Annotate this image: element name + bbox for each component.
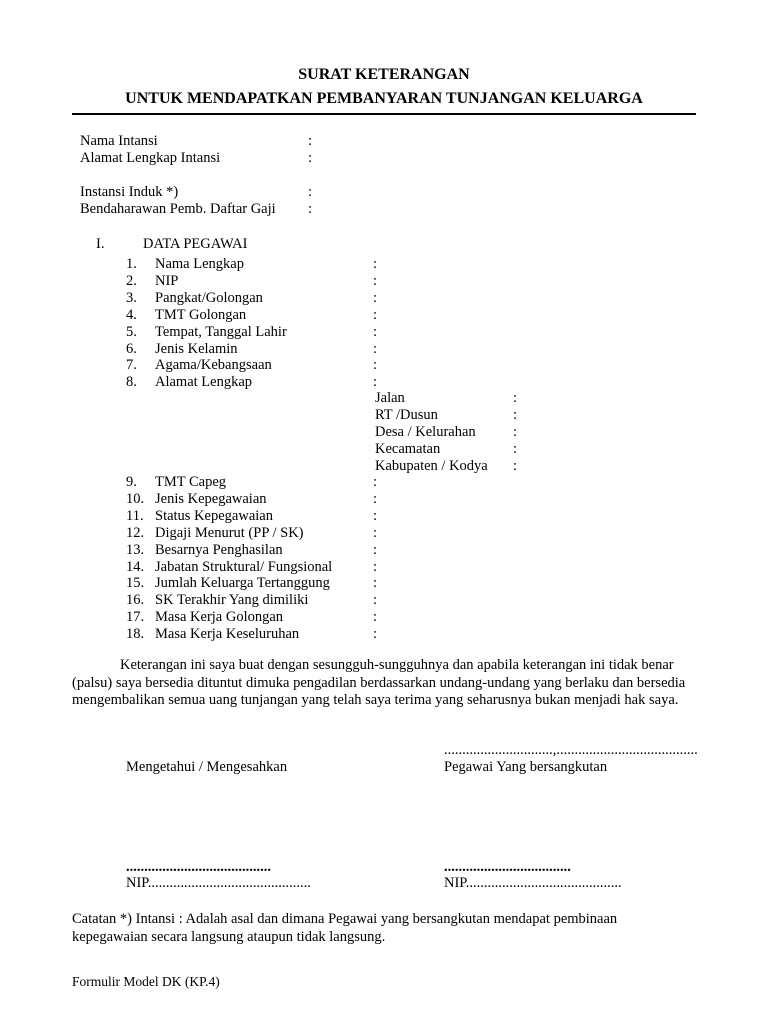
item-label: Jenis Kepegawaian xyxy=(155,490,267,507)
header-field-label: Nama Intansi xyxy=(80,133,158,149)
item-colon: : xyxy=(373,592,378,609)
address-field-colon: : xyxy=(513,457,518,474)
item-colon: : xyxy=(373,340,378,357)
item-colon: : xyxy=(373,323,378,340)
address-field-label: Desa / Kelurahan xyxy=(375,423,476,440)
item-label: Status Kepegawaian xyxy=(155,507,273,524)
item-number: 13. xyxy=(126,541,145,558)
approver-name-line: ........................................ xyxy=(126,859,271,875)
item-label: SK Terakhir Yang dimiliki xyxy=(155,592,309,609)
date-line: ..............................,....................................... xyxy=(444,742,698,758)
item-label: Masa Kerja Golongan xyxy=(155,609,284,626)
header-field-colon: : xyxy=(308,133,313,149)
item-number: 8. xyxy=(126,374,137,391)
item-colon: : xyxy=(373,609,378,626)
item-number: 6. xyxy=(126,340,137,357)
item-colon: : xyxy=(373,306,378,323)
item-label: TMT Capeg xyxy=(155,474,227,490)
item-number: 14. xyxy=(126,558,145,575)
item-number: 16. xyxy=(126,592,145,609)
title-underline xyxy=(72,113,696,115)
footnote: Catatan *) Intansi : Adalah asal dan dimana Pegawai yang bersangkutan mendapat pembinaan kepegawaian secara langsung ataupun tidak langsung. xyxy=(72,911,618,945)
item-colon: : xyxy=(373,558,378,575)
item-number: 2. xyxy=(126,272,137,289)
item-colon: : xyxy=(373,357,378,374)
item-number: 5. xyxy=(126,323,137,340)
item-label: Masa Kerja Keseluruhan xyxy=(155,626,300,643)
item-label: Agama/Kebangsaan xyxy=(155,357,272,374)
item-number: 15. xyxy=(126,575,145,592)
header-field-label: Alamat Lengkap Intansi xyxy=(80,150,221,166)
address-field-colon: : xyxy=(513,406,518,423)
item-label: TMT Golongan xyxy=(155,306,247,323)
item-colon: : xyxy=(373,524,378,541)
header-field-colon: : xyxy=(308,201,313,217)
header-field-colon: : xyxy=(308,150,313,166)
item-number: 7. xyxy=(126,357,137,374)
item-colon: : xyxy=(373,541,378,558)
item-label: Nama Lengkap xyxy=(155,256,244,272)
item-label: Alamat Lengkap xyxy=(155,374,253,391)
employee-nip: NIP........................................... xyxy=(444,875,622,891)
employee-name-line: ................................... xyxy=(444,859,571,875)
item-colon: : xyxy=(373,575,378,592)
item-colon: : xyxy=(373,289,378,306)
header-field-colon: : xyxy=(308,184,313,200)
statement-paragraph: Keterangan ini saya buat dengan sesungguh-sungguhnya dan apabila keterangan ini tidak benar (palsu) saya bersedia dituntut dimuka pengadilan berdassarkan undang-undang yang berlaku dan bersedia mengembalikan semua uang tunjangan yang telah saya terima yang seharusnya bukan menjadi hak saya. xyxy=(72,657,686,709)
item-number: 11. xyxy=(126,507,144,524)
item-number: 17. xyxy=(126,609,145,626)
item-colon: : xyxy=(373,374,378,391)
address-field-colon: : xyxy=(513,440,518,457)
item-label: Jenis Kelamin xyxy=(155,340,238,357)
header-field-label: Instansi Induk *) xyxy=(80,184,179,200)
item-label: Besarnya Penghasilan xyxy=(155,541,283,558)
item-label: Pangkat/Golongan xyxy=(155,289,263,306)
item-label: Tempat, Tanggal Lahir xyxy=(155,323,287,340)
item-label: NIP xyxy=(155,272,179,289)
approver-label: Mengetahui / Mengesahkan xyxy=(126,759,288,775)
document-subtitle: UNTUK MENDAPATKAN PEMBANYARAN TUNJANGAN KELUARGA xyxy=(125,90,643,107)
item-number: 12. xyxy=(126,524,145,541)
item-label: Jabatan Struktural/ Fungsional xyxy=(155,558,333,575)
form-model-label: Formulir Model DK (KP.4) xyxy=(72,974,220,989)
item-number: 4. xyxy=(126,306,137,323)
address-field-label: Kecamatan xyxy=(375,440,441,457)
item-number: 3. xyxy=(126,289,137,306)
item-number: 18. xyxy=(126,626,145,643)
approver-nip: NIP............................................. xyxy=(126,875,311,891)
document-title: SURAT KETERANGAN xyxy=(298,66,470,83)
address-field-colon: : xyxy=(513,423,518,440)
section-number: I. xyxy=(96,236,105,252)
item-number: 10. xyxy=(126,490,145,507)
section-heading: DATA PEGAWAI xyxy=(143,236,248,252)
item-label: Digaji Menurut (PP / SK) xyxy=(155,524,304,541)
item-number: 1. xyxy=(126,256,137,272)
address-field-label: Kabupaten / Kodya xyxy=(375,457,488,474)
address-field-colon: : xyxy=(513,390,518,406)
item-colon: : xyxy=(373,272,378,289)
item-colon: : xyxy=(373,256,378,272)
employee-label: Pegawai Yang bersangkutan xyxy=(444,759,608,775)
item-label: Jumlah Keluarga Tertanggung xyxy=(155,575,330,592)
item-number: 9. xyxy=(126,474,137,490)
item-colon: : xyxy=(373,490,378,507)
item-colon: : xyxy=(373,474,378,490)
header-field-label: Bendaharawan Pemb. Daftar Gaji xyxy=(80,201,276,217)
item-colon: : xyxy=(373,626,378,643)
item-colon: : xyxy=(373,507,378,524)
address-field-label: Jalan xyxy=(375,390,405,406)
address-field-label: RT /Dusun xyxy=(375,406,438,423)
